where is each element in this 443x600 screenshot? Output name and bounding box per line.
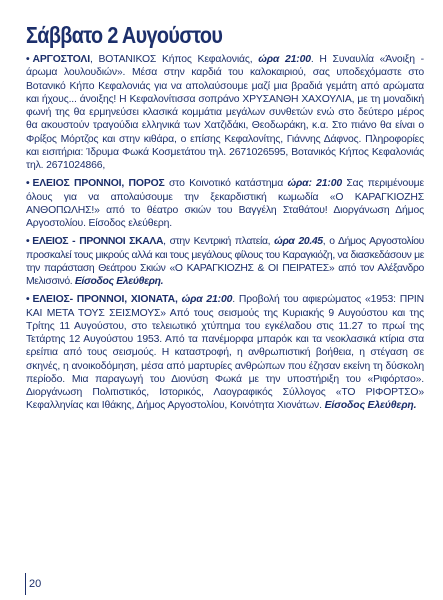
event-time: ώρα 20.45: [274, 236, 323, 248]
event-place: ΕΛΕΙΟΣ ΠΡΟΝΝΟΙ, ΠΟΡΟΣ: [32, 178, 165, 190]
bullet: •: [26, 54, 30, 65]
event-venue: στο Κοινοτικό κατάστημα: [164, 178, 288, 190]
event-entry-skala: [26, 235, 424, 288]
event-admission: Είσοδος Ελεύθερη.: [74, 276, 164, 287]
page-number: 20: [25, 573, 41, 595]
event-description: , ο Δήμος Αργοστολίου προσκαλεί τους μικρούς αλλά και τους μεγάλους φίλους του Καραγκιόζη, να διασκεδάσουν με την παράσταση Θεάτρου Σκιών «Ο ΚΑΡΑΓΚΙΟΖΗΣ & ΟΙ ΠΕΙΡΑΤΕΣ» από τον Αλέξανδρο Μελισσινό.: [26, 236, 424, 287]
event-description: . Προβολή του αφιερώματος «1953: ΠΡΙΝ ΚΑΙ ΜΕΤΑ ΤΟΥΣ ΣΕΙΣΜΟΥΣ» Από τους σεισμούς της Κυριακής 9 Αυγούστου και της Τρίτης 11 Αυγούστου, στο τελειωτικό χτύπημα του εγκέλαδου στις 11.27 το πρωί της Τετάρτης 12 Αυγούστου 1953. Από τα πανέμορφα μπαρόκ και τα νεοκλασικά κτίρια στα ερείπια από τους σεισμούς. Η καταστροφή, η ανθρωπιστική βοήθεια, η στέγαση σε σκηνές, η ανοικοδόμηση, μέσα από μαρτυρίες ανθρώπων που έζησαν εκείνη τη δύσκολη περίοδο. Μια παραγωγή του Διονύση Φωκά με την υποστήριξη του «Ριφόρτσο». Διοργάνωση Πολιτιστικός, Ιστορικός, Λαογραφικός Σύλλογος «ΤΟ ΡΙΦΟΡΤΣΟ» Κεφαλληνίας και Ιθάκης, Δήμος Αργοστολίου, Κοινότητα Χιονάτων.: [26, 294, 425, 412]
event-entry-chionata: [26, 293, 424, 412]
event-time: ώρα 21:00: [258, 54, 311, 65]
event-entry-poros: [26, 177, 424, 230]
event-entry-argostoli: [26, 53, 424, 172]
event-admission: Είσοδος Ελεύθερη.: [324, 400, 417, 412]
page-title: Σάββατο 2 Αυγούστου: [26, 22, 223, 48]
bullet: •: [26, 294, 30, 306]
page-content: [26, 22, 424, 418]
event-description: Σας περιμένουμε όλους για να απολαύσουμε την ξεκαρδιστική κωμωδία «Ο ΚΑΡΑΓΚΙΟΖΗΣ ΑΝΘΟΠΩΛΗΣ!» από το θέατρο σκιών του Βαγγέλη Σταθάτου! Διοργάνωση Δήμος Αργοστολίου. Είσοδος ελεύθερη.: [26, 178, 425, 229]
event-place: ΑΡΓΟΣΤΟΛΙ: [32, 54, 90, 65]
bullet: •: [26, 178, 30, 190]
event-time: ώρα 21:00: [181, 294, 233, 306]
event-place: ΕΛΕΙΟΣ- ΠΡΟΝΝΟΙ, ΧΙΟΝΑΤΑ,: [32, 294, 182, 306]
bullet: •: [26, 236, 30, 248]
event-venue: , στην Κεντρική πλατεία,: [163, 236, 275, 248]
event-venue: , ΒΟΤΑΝΙΚΟΣ Κήπος Κεφαλονιάς,: [89, 54, 253, 65]
event-place: ΕΛΕΙΟΣ - ΠΡΟΝΝΟΙ ΣΚΑΛΑ: [32, 236, 164, 248]
event-description: . Η Συναυλία «Άνοιξη - άρωμα λουλουδιών». Μέσα στην καρδιά του καλοκαιριού, σας υποδεχόμαστε στο Βοτανικό Κήπο Κεφαλονιάς για να απολαύσουμε μαζί μια βραδιά γεμάτη από αρώματα και ήχους... άνοιξης! Η Κεφαλονίτισσα σοπράνο ΧΡΥΣΑΝΘΗ ΧΑΧΟΥΛΙΑ, με τη μοναδική φωνή της θα ερμηνεύσει κλασικά κομμάτια μεγάλων συνθετών ενώ στο δεύτερο μέρος θα ακουστούν τραγούδια ελληνικά των Χατζιδάκι, Θεοδωράκη, κ.α. Στο πιάνο θα είναι ο Φρίξος Μόρτζος και στην κιθάρα, ο επίσης Κεφαλονίτης, Γιάννης Δάφνος. Πληροφορίες και εισιτήρια: Ίδρυμα Φωκά Κοσμετάτου τηλ. 2671026595, Βοτανικός Κήπος Κεφαλονιάς τηλ. 2671024866,: [26, 54, 424, 171]
event-time: ώρα: 21:00: [287, 178, 342, 190]
